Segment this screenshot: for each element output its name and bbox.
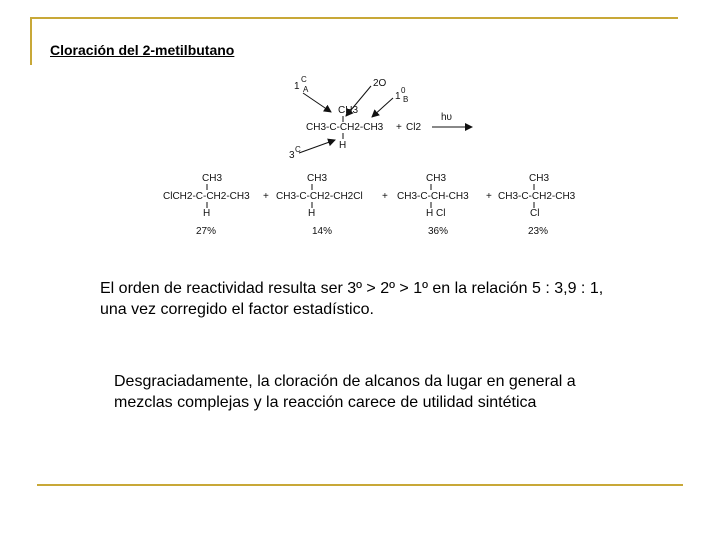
product-2-top: CH3 bbox=[307, 173, 328, 184]
product-1 bbox=[163, 173, 250, 237]
product-2 bbox=[276, 173, 363, 237]
product-3-yield: 36% bbox=[428, 226, 449, 237]
product-4 bbox=[498, 173, 576, 237]
label-secondary: 2O bbox=[373, 78, 387, 89]
arrow-primary-b bbox=[372, 98, 393, 117]
product-1-bottom: H bbox=[203, 208, 211, 219]
reactant-top-group: CH3 bbox=[338, 105, 359, 116]
light-label: hυ bbox=[441, 112, 453, 123]
svg-text:1: 1 bbox=[395, 91, 401, 102]
arrow-tertiary bbox=[299, 140, 335, 153]
product-2-main: CH3-C-CH2-CH2Cl bbox=[276, 191, 363, 202]
arrow-primary-a bbox=[303, 93, 331, 112]
product-1-yield: 27% bbox=[196, 226, 217, 237]
svg-text:A: A bbox=[303, 85, 309, 94]
product-1-top: CH3 bbox=[202, 173, 223, 184]
reactant-bottom-atom: H bbox=[339, 140, 347, 151]
slide-title: Cloración del 2-metilbutano bbox=[50, 42, 235, 58]
label-primary-b bbox=[395, 86, 408, 104]
product-2-bottom: H bbox=[308, 208, 316, 219]
plus-2: + bbox=[382, 191, 388, 202]
svg-text:B: B bbox=[403, 95, 409, 104]
plus-1: + bbox=[263, 191, 269, 202]
product-4-top: CH3 bbox=[529, 173, 550, 184]
conclusion-line-1: Desgraciadamente, la cloración de alcanos da lugar en general a bbox=[114, 373, 576, 390]
product-3-main: CH3-C-CH-CH3 bbox=[397, 191, 469, 202]
svg-text:C: C bbox=[295, 145, 301, 154]
conclusion-line-2: mezclas complejas y la reacción carece de utilidad sintética bbox=[114, 394, 537, 411]
conclusion-paragraph bbox=[114, 371, 674, 413]
reactivity-line-2: una vez corregido el factor estadístico. bbox=[100, 301, 374, 318]
product-4-yield: 23% bbox=[528, 226, 549, 237]
plus-3: + bbox=[486, 191, 492, 202]
product-1-main: ClCH2-C-CH2-CH3 bbox=[163, 191, 250, 202]
product-3-bottom: H Cl bbox=[426, 208, 446, 219]
svg-text:C: C bbox=[301, 75, 307, 84]
product-2-yield: 14% bbox=[312, 226, 333, 237]
reactant-main-chain: CH3-C-CH2-CH3 bbox=[306, 122, 384, 133]
reactant-plus: + bbox=[396, 122, 402, 133]
product-4-main: CH3-C-CH2-CH3 bbox=[498, 191, 576, 202]
product-4-bottom: Cl bbox=[530, 208, 540, 219]
svg-text:1: 1 bbox=[294, 81, 300, 92]
svg-text:3: 3 bbox=[289, 150, 295, 161]
reaction-scheme bbox=[0, 0, 720, 260]
reactivity-line-1: El orden de reactividad resulta ser 3º > 2º > 1º en la relación 5 : 3,9 : 1, bbox=[100, 280, 604, 297]
bottom-rule bbox=[37, 484, 683, 486]
reactant-reagent: Cl2 bbox=[406, 122, 422, 133]
product-3-top: CH3 bbox=[426, 173, 447, 184]
reactivity-paragraph bbox=[100, 278, 700, 320]
svg-text:0: 0 bbox=[401, 86, 406, 95]
label-primary-a bbox=[294, 75, 309, 94]
product-3 bbox=[397, 173, 469, 237]
